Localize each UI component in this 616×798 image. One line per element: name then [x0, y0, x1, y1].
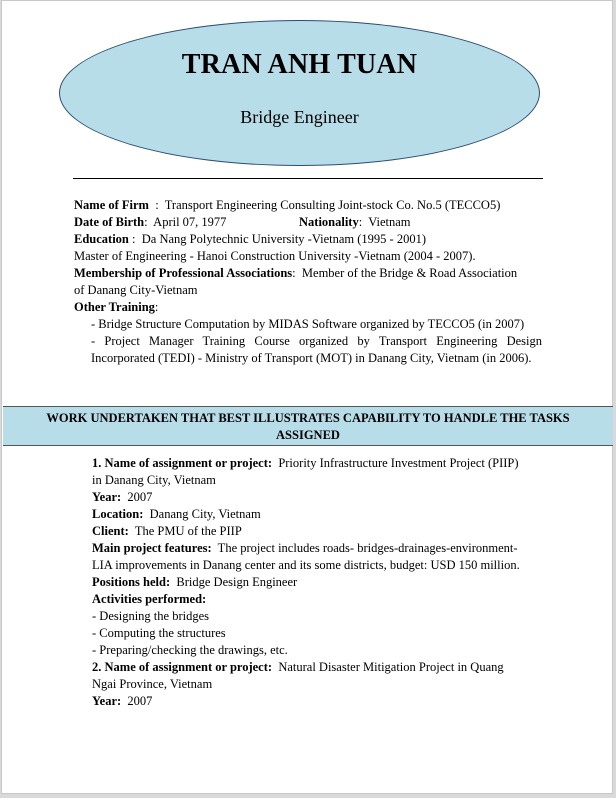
year-value: 2007 [121, 490, 153, 504]
client-label: Client: [92, 524, 129, 538]
education-value: Da Nang Polytechnic University -Vietnam (1995 - 2001) [141, 232, 427, 246]
project-1-features [92, 540, 542, 557]
year-value: 2007 [121, 694, 153, 708]
banner-line-1: WORK UNDERTAKEN THAT BEST ILLUSTRATES CAPABILITY TO HANDLE THE TASKS [46, 411, 570, 425]
membership-label: Membership of Professional Associations [74, 266, 293, 280]
firm-label: Name of Firm [74, 198, 149, 212]
header-divider [73, 178, 543, 179]
membership-line-2: of Danang City-Vietnam [74, 283, 198, 297]
education-line-2: Master of Engineering - Hanoi Construction University -Vietnam (2004 - 2007). [74, 249, 476, 263]
membership-line [74, 265, 542, 282]
project-title-label: 2. Name of assignment or project: [92, 660, 273, 674]
training-sep: : [154, 300, 159, 314]
nationality-group [299, 214, 411, 231]
project-1-location [92, 506, 542, 523]
nationality-value: Vietnam [368, 215, 411, 229]
features-label: Main project features: [92, 541, 212, 555]
person-name: TRAN ANH TUAN [181, 49, 418, 80]
project-1-features-2: LIA improvements in Danang center and its some districts, budget: USD 150 million. [92, 558, 520, 572]
activity-item: - Preparing/checking the drawings, etc. [92, 643, 288, 657]
client-value: The PMU of the PIIP [128, 524, 242, 538]
dob-line [74, 214, 542, 231]
membership-sep: : [292, 266, 302, 280]
work-undertaken [92, 455, 542, 710]
positions-label: Positions held: [92, 575, 171, 589]
header-ellipse [59, 20, 540, 166]
project-title-value: Natural Disaster Mitigation Project in Quang [272, 660, 504, 674]
nationality-label: Nationality [299, 215, 359, 229]
document-page [1, 0, 613, 794]
activities-label: Activities performed: [92, 592, 207, 606]
project-2-title-2: Ngai Province, Vietnam [92, 677, 213, 691]
project-1-title [92, 455, 542, 472]
project-title-label: 1. Name of assignment or project: [92, 456, 273, 470]
features-value: The project includes roads- bridges-drainages-environment- [211, 541, 518, 555]
year-label: Year: [92, 490, 122, 504]
training-item: - Bridge Structure Computation by MIDAS Software organized by TECCO5 (in 2007) [91, 317, 525, 331]
dob-sep: : [144, 215, 154, 229]
project-1-year [92, 489, 542, 506]
firm-line [74, 197, 542, 214]
banner-line-2: ASSIGNED [276, 428, 340, 442]
firm-sep: : [148, 198, 165, 212]
activity-item: - Computing the structures [92, 626, 226, 640]
nationality-sep: : [358, 215, 369, 229]
project-1-title-2: in Danang City, Vietnam [92, 473, 216, 487]
education-label: Education [74, 232, 129, 246]
membership-value: Member of the Bridge & Road Association [301, 266, 518, 280]
activity-item: - Designing the bridges [92, 609, 209, 623]
project-1-activities [92, 591, 542, 608]
firm-value: Transport Engineering Consulting Joint-stock Co. No.5 (TECCO5) [164, 198, 501, 212]
dob-label: Date of Birth [74, 215, 145, 229]
project-title-value: Priority Infrastructure Investment Project (PIIP) [272, 456, 519, 470]
positions-value: Bridge Design Engineer [170, 575, 298, 589]
education-line [74, 231, 542, 248]
training-item: - Project Manager Training Course organized by Transport Engineering Design Incorporated (TEDI) - Ministry of Transport (MOT) in Danang City, Vietnam (in 2006). [91, 334, 542, 365]
project-2-year [92, 693, 542, 710]
education-sep: : [128, 232, 142, 246]
project-1-positions [92, 574, 542, 591]
work-section-banner [3, 406, 613, 446]
training-line [74, 299, 542, 316]
project-1-client [92, 523, 542, 540]
dob-value: April 07, 1977 [153, 215, 227, 229]
training-label: Other Training [74, 300, 155, 314]
project-2-title [92, 659, 542, 676]
personal-info [74, 197, 542, 367]
location-value: Danang City, Vietnam [143, 507, 261, 521]
person-role: Bridge Engineer [240, 107, 359, 127]
year-label: Year: [92, 694, 122, 708]
location-label: Location: [92, 507, 144, 521]
